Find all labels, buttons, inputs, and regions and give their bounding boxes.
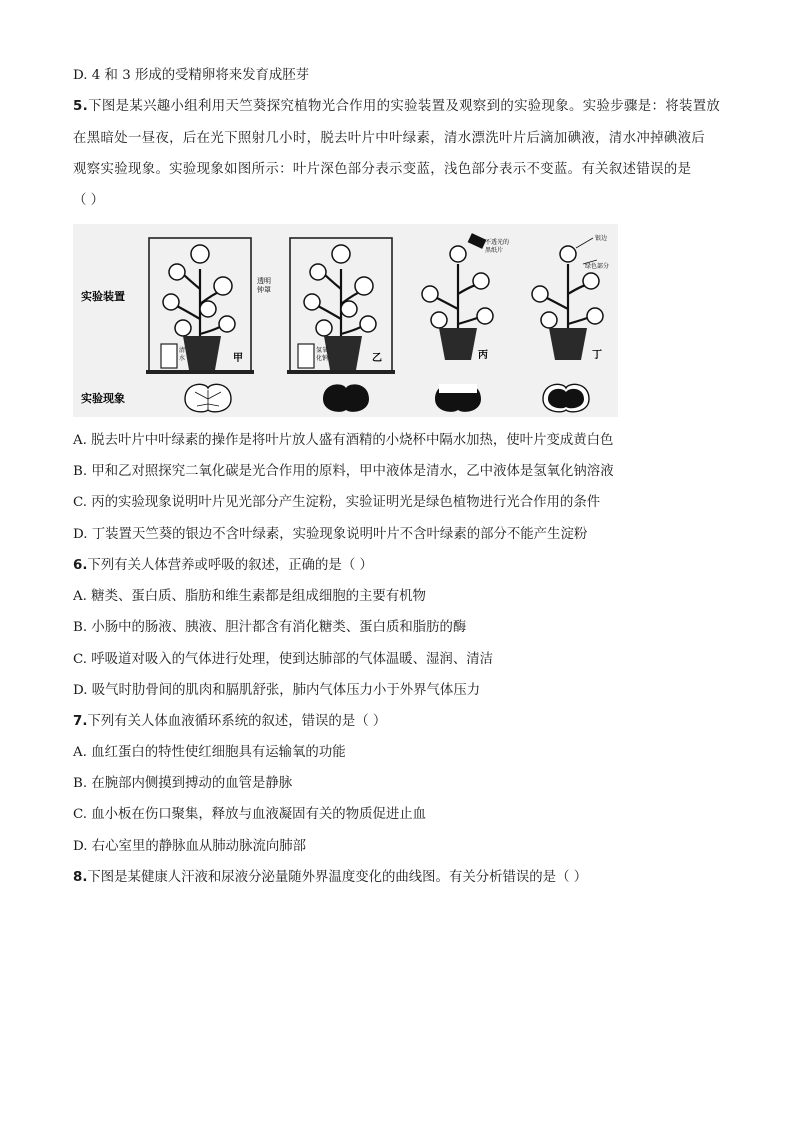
- q5-option-a: A. 脱去叶片中叶绿素的操作是将叶片放人盛有酒精的小烧杯中隔水加热，使叶片变成黄白色: [73, 433, 614, 448]
- q7-option-c: C. 血小板在伤口聚集，释放与血液凝固有关的物质促进止血: [73, 807, 427, 822]
- q6-option-a: A. 糖类、蛋白质、脂肪和维生素都是组成细胞的主要有机物: [73, 589, 426, 604]
- row-label-device: 实验装置: [81, 290, 125, 303]
- row-label-result: 实验现象: [81, 392, 125, 405]
- pot-icon: [183, 336, 221, 370]
- q5-stem-text-1: 下图是某兴趣小组利用天竺葵探究植物光合作用的实验装置及观察到的实验现象。实验步骤是：将装置放: [88, 99, 721, 114]
- result-leaf-jia: [185, 384, 231, 411]
- q6-option-d: D. 吸气时肋骨间的肌肉和膈肌舒张，肺内气体压力小于外界气体压力: [73, 683, 481, 698]
- q6-number: 6.: [73, 558, 88, 573]
- q5-stem-line-1: [73, 98, 720, 116]
- beaker-icon: [298, 344, 314, 368]
- q5-number: 5.: [73, 99, 89, 114]
- q5-option-d: D. 丁装置天竺葵的银边不含叶绿素，实验现象说明叶片不含叶绿素的部分不能产生淀粉: [73, 527, 588, 542]
- q6-stem: [73, 557, 373, 575]
- q6-option-c: C. 呼吸道对吸入的气体进行处理，使到达肺部的气体温暖、湿润、清洁: [73, 652, 493, 667]
- q7-option-d: D. 右心室里的静脉血从肺动脉流向肺部: [73, 839, 307, 854]
- q5-stem-line-3: 观察实验现象。实验现象如图所示：叶片深色部分表示变蓝，浅色部分表示不变蓝。有关叙述错误的是: [73, 162, 692, 177]
- q7-stem-text: 下列有关人体血液循环系统的叙述，错误的是（ ）: [87, 714, 387, 729]
- beaker-icon: [161, 344, 177, 368]
- experiment-figure: [73, 224, 618, 417]
- pot-icon: [549, 328, 587, 360]
- pot-icon: [324, 336, 362, 370]
- bag-label-1: 透明: [257, 277, 271, 285]
- q7-option-b: B. 在腕部内侧摸到搏动的血管是静脉: [73, 776, 293, 791]
- label-jia: 甲: [233, 353, 243, 364]
- q7-option-a: A. 血红蛋白的特性使红细胞具有运输氧的功能: [73, 745, 346, 760]
- bag-label-2: 钟罩: [257, 286, 271, 294]
- q5-answer-bracket: （ ）: [73, 193, 105, 208]
- silver-edge-label: 银边: [595, 235, 608, 242]
- q8-number: 8.: [73, 870, 88, 885]
- result-leaf-ding: [543, 384, 589, 411]
- liquid-label-yi-2: 化钠: [316, 355, 329, 362]
- q5-option-b: B. 甲和乙对照探究二氧化碳是光合作用的原料，甲中液体是清水，乙中液体是氢氧化钠溶液: [73, 464, 614, 479]
- q8-stem-text: 下图是某健康人汗液和尿液分泌量随外界温度变化的曲线图。有关分析错误的是（ ）: [87, 870, 588, 885]
- label-ding: 丁: [592, 350, 602, 361]
- q4-option-d: D. 4 和 3 形成的受精卵将来发育成胚芽: [73, 68, 310, 83]
- result-leaf-yi: [323, 384, 369, 411]
- liquid-label-jia-2: 水: [179, 355, 186, 362]
- result-leaf-bing: [435, 384, 481, 412]
- q5-option-c: C. 丙的实验现象说明叶片见光部分产生淀粉，实验证明光是绿色植物进行光合作用的条件: [73, 495, 601, 510]
- q6-stem-text: 下列有关人体营养或呼吸的叙述，正确的是（ ）: [87, 558, 373, 573]
- label-bing: 丙: [478, 350, 488, 361]
- paper-label-1: 不透光的: [485, 239, 510, 246]
- label-yi: 乙: [372, 353, 382, 364]
- q7-stem: [73, 713, 386, 731]
- q6-option-b: B. 小肠中的肠液、胰液、胆汁都含有消化糖类、蛋白质和脂肪的酶: [73, 620, 467, 635]
- paper-label-2: 黑纸片: [485, 247, 504, 254]
- liquid-label-jia-1: 清: [179, 347, 186, 354]
- q7-number: 7.: [73, 714, 88, 729]
- q8-stem: [73, 869, 587, 887]
- liquid-label-yi-1: 氢氧: [316, 347, 329, 354]
- q5-stem-line-2: 在黑暗处一昼夜，后在光下照射几小时，脱去叶片中叶绿素，清水漂洗叶片后滴加碘液，清水冲掉碘液后: [73, 131, 706, 146]
- green-part-label: 绿色部分: [585, 263, 610, 270]
- pot-icon: [439, 328, 477, 360]
